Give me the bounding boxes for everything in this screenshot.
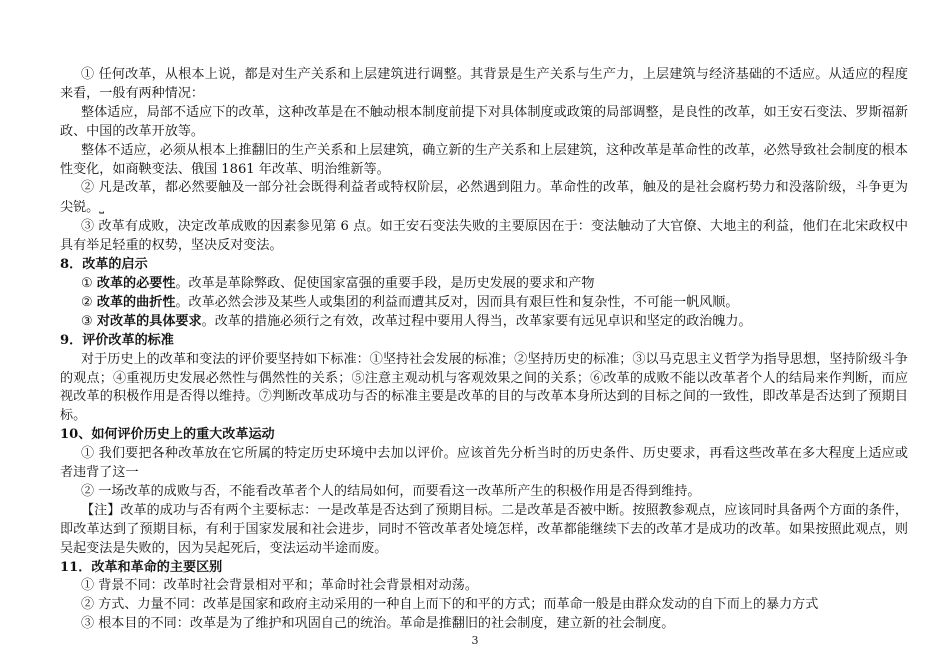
list-item-method: ② 方式、力量不同：改革是国家和政府主动采用的一种自上而下的和平的方式；而革命一般是由群众发动的自下而上的暴力方式 <box>80 597 819 613</box>
paragraph-reform-essence: ① 任何改革，从根本上说，都是对生产关系和上层建筑进行调整。其背景是生产关系与生产力，上层建筑与经济基础的不适应。从适应的程度来看，一般有两种情况： <box>60 67 908 101</box>
paragraph-fundamental-change: 整体不适应，必须从根本上推翻旧的生产关系和上层建筑，确立新的生产关系和上层建筑，这种改革是革命性的改革，必然导致社会制度的根本性变化，如商鞅变法、俄国 1861 年改革、明治维新等。 <box>60 142 908 177</box>
resistance-text: ② 凡是改革，都必然要触及一部分社会既得利益者或特权阶层，必然遇到阻力。革命性的改革，触及的是社会腐朽势力和没落阶级，斗争更为尖锐。 <box>60 180 908 216</box>
list-item-tortuousness <box>60 294 908 313</box>
paragraph-partial-adjustment: 整体适应，局部不适应下的改革，这种改革是在不触动根本制度前提下对具体制度或政策的局部调整，是良性的改革，如王安石变法、罗斯福新政、中国的改革开放等。 <box>60 104 908 139</box>
list-item-number: ① <box>80 275 93 291</box>
list-item-background: ① 背景不同：改革时社会背景相对平和；革命时社会背景相对动荡。 <box>80 578 478 594</box>
list-item-necessity <box>60 275 908 294</box>
section-heading-10: 10、如何评价历史上的重大改革运动 <box>60 427 275 443</box>
section-heading-9: 9．评价改革的标准 <box>60 332 174 348</box>
paragraph-reform-success-factors: ③ 改革有成败，决定改革成败的因素参见第 6 点。如王安石变法失败的主要原因在于：变法触动了大官僚、大地主的利益，他们在北宋政权中具有举足轻重的权势，坚决反对变法。 <box>60 219 908 254</box>
paragraph-historical-context: ① 我们要把各种改革放在它所属的特定历史环境中去加以评价。应该首先分析当时的历史条件、历史要求，再看这些改革在多大程度上适应或者违背了这一 <box>60 446 908 481</box>
section-heading-11: 11．改革和革命的主要区别 <box>60 559 223 575</box>
paragraph-reform-resistance <box>60 179 908 218</box>
list-item-number: ② <box>80 294 93 310</box>
list-item-purpose: ③ 根本目的不同：改革是为了维护和巩固自己的统治。革命是推翻旧的社会制度，建立新的社会制度。 <box>80 616 675 632</box>
paragraph-evaluation-standards: 对于历史上的改革和变法的评价要坚持如下标准：①坚持社会发展的标准；②坚持历史的标准；③以马克思主义哲学为指导思想，坚持阶级斗争的观点；④重视历史发展必然性与偶然性的关系；⑤注意主观动机与客观效果之间的关系；⑥改革的成败不能以改革者个人的结局来作判断，而应视改革的积极作用是否得以维持。⑦判断改革成功与否的标准主要是改革的目的与改革本身所达到的目标之间的一致性，即改革是否达到了预期目标。 <box>60 351 908 424</box>
page-number: 3 <box>471 634 479 647</box>
cursor-mark-icon: ⎵ <box>99 200 105 215</box>
list-item-text: 。改革是革除弊政、促使国家富强的重要手段，是历史发展的要求和产物 <box>175 275 595 291</box>
list-item-term: 对改革的具体要求 <box>96 313 202 329</box>
list-item-text: 。改革的措施必须行之有效，改革过程中要用人得当，改革家要有远见卓识和坚定的政治魄力。 <box>201 313 752 329</box>
list-item-text: 。改革必然会涉及某些人或集团的利益而遭其反对，因而具有艰巨性和复杂性，不可能一帆风顺。 <box>175 294 739 310</box>
list-item-requirements <box>60 313 908 332</box>
section-heading-8: 8．改革的启示 <box>60 257 148 273</box>
list-item-term: 改革的必要性 <box>96 275 176 291</box>
document-body <box>60 66 908 634</box>
paragraph-success-criteria: ② 一场改革的成败与否，不能看改革者个人的结局如何，而要看这一改革所产生的积极作用是否得到维持。 <box>80 483 701 499</box>
paragraph-note: 【注】改革的成功与否有两个主要标志：一是改革是否达到了预期目标。二是改革是否被中断。按照教参观点，应该同时具备两个方面的条件，即改革达到了预期目标，有利于国家发展和社会进步，同时不管改革者处境怎样，改革都能继续下去的改革才是成功的改革。如果按照此观点，则吴起变法是失败的，因为吴起死后，变法运动半途而废。 <box>60 502 908 556</box>
list-item-number: ③ <box>80 313 93 329</box>
list-item-term: 改革的曲折性 <box>96 294 176 310</box>
